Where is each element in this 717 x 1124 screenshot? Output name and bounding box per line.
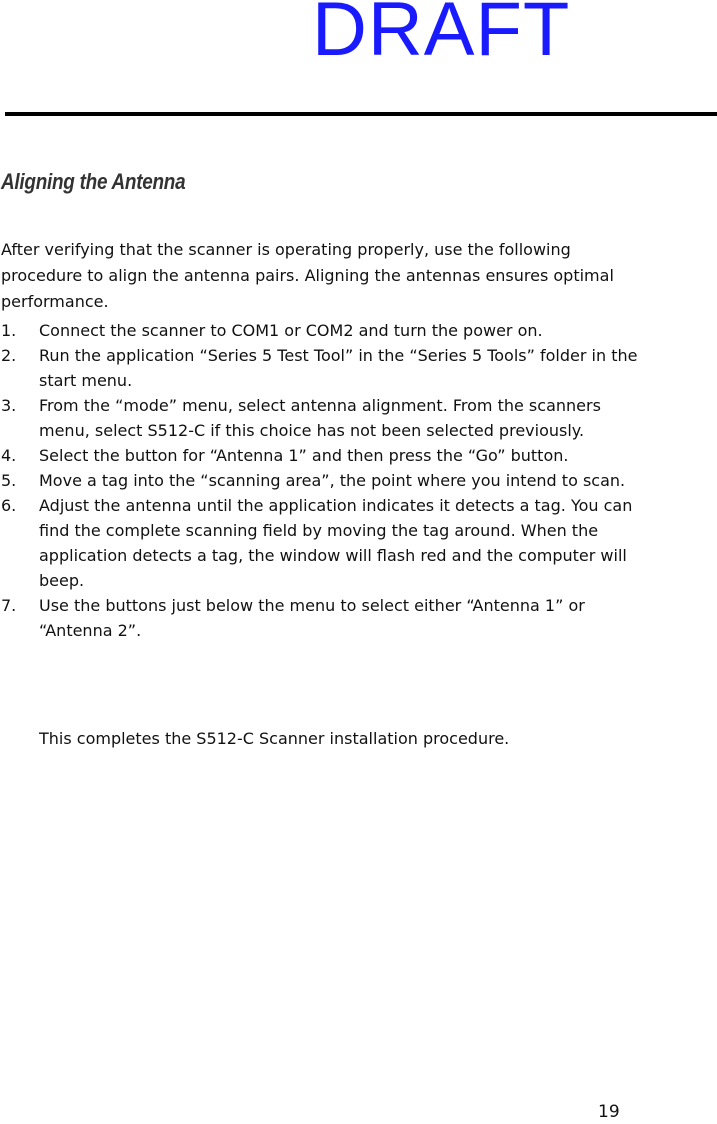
step-number: 3.: [1, 396, 17, 415]
procedure-step: [1, 593, 641, 643]
step-text: Use the buttons just below the menu to select either “Antenna 1” or “Antenna 2”.: [39, 596, 585, 640]
step-number: 7.: [1, 596, 17, 615]
step-text: Run the application “Series 5 Test Tool” in the “Series 5 Tools” folder in the start menu.: [39, 346, 638, 390]
header-rule: [5, 112, 717, 116]
step-number: 6.: [1, 496, 17, 515]
step-text: Connect the scanner to COM1 or COM2 and turn the power on.: [39, 321, 543, 340]
step-number: 5.: [1, 471, 17, 490]
page-number: 19: [598, 1102, 620, 1122]
section-heading: Aligning the Antenna: [1, 169, 186, 194]
step-number: 1.: [1, 321, 17, 340]
step-text: Move a tag into the “scanning area”, the point where you intend to scan.: [39, 471, 626, 490]
procedure-step: [1, 318, 641, 343]
step-text: Select the button for “Antenna 1” and then press the “Go” button.: [39, 446, 569, 465]
step-number: 2.: [1, 346, 17, 365]
procedure-step: [1, 343, 641, 393]
procedure-step: [1, 493, 641, 593]
step-text: From the “mode” menu, select antenna alignment. From the scanners menu, select S512-C if this choice has not been selected previously.: [39, 396, 601, 440]
draft-watermark: DRAFT: [312, 0, 571, 72]
step-number: 4.: [1, 446, 17, 465]
closing-statement: This completes the S512-C Scanner installation procedure.: [39, 729, 510, 748]
procedure-step: [1, 443, 641, 468]
intro-paragraph: After verifying that the scanner is operating properly, use the following procedure to align the antenna pairs. Aligning the antennas ensures optimal performance.: [1, 240, 614, 311]
procedure-steps: [1, 318, 641, 643]
procedure-step: [1, 468, 641, 493]
procedure-step: [1, 393, 641, 443]
step-text: Adjust the antenna until the application indicates it detects a tag. You can find the complete scanning field by moving the tag around. When the application detects a tag, the window will flash red and the computer will beep.: [39, 496, 633, 590]
